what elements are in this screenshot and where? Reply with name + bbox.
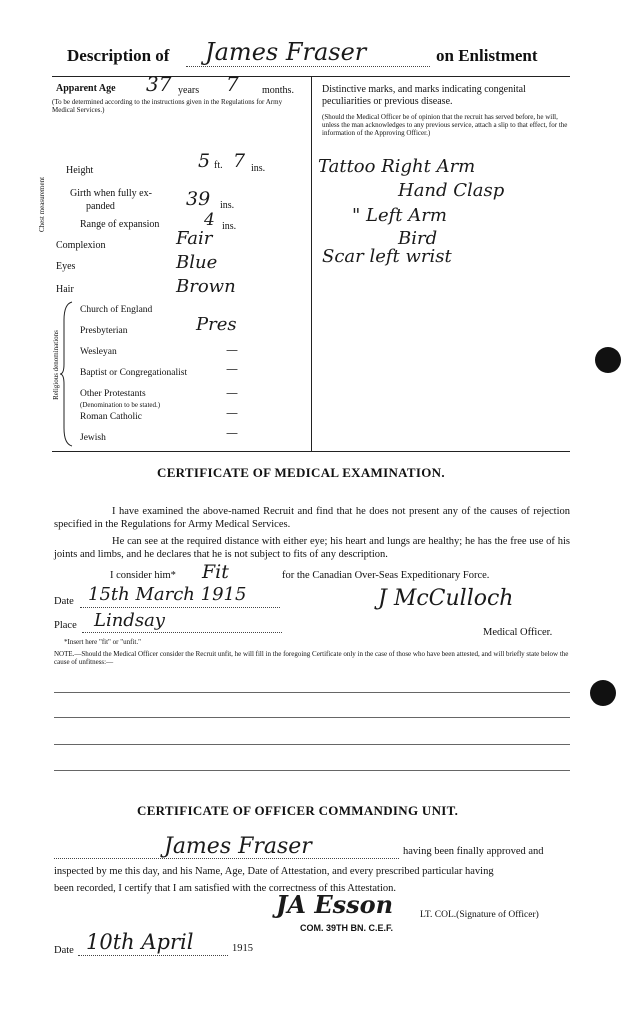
- officer-signature: JA Esson: [276, 890, 394, 919]
- date-label: Date: [54, 596, 74, 607]
- eyes-label: Eyes: [56, 261, 76, 272]
- officer-date-value: 10th April: [86, 930, 194, 954]
- age-years: 37: [146, 72, 172, 96]
- fit-footnote: *Insert here "fit" or "unfit.": [64, 638, 141, 646]
- medical-para-2: He can see at the required distance with either eye; his heart and lungs are healthy; he has the free use of his joints and limbs, and he declares that he is not subject to fits of any description.: [54, 536, 570, 560]
- recruit-name: James Fraser: [205, 38, 367, 66]
- complexion-label: Complexion: [56, 240, 106, 251]
- years-label: years: [178, 85, 200, 96]
- officer-text-2: inspected by me this day, and his Name, Age, Date of Attestation, and every prescribed particular having: [54, 866, 494, 877]
- religion-mark-5: —: [226, 406, 238, 420]
- chest-group-label: Chest measurement: [38, 176, 46, 232]
- ft-label: ft.: [214, 160, 223, 171]
- officer-text-1: having been finally approved and: [403, 846, 544, 857]
- medical-officer-label: Medical Officer.: [483, 627, 553, 638]
- religion-label-6: Jewish: [80, 433, 106, 443]
- mark-line-3: Bird: [398, 228, 438, 249]
- date-line: [80, 607, 280, 608]
- height-ft: 5: [198, 150, 211, 172]
- other-protestants-note: (Denomination to be stated.): [80, 401, 161, 409]
- cause-line-2: [54, 717, 570, 718]
- religion-brace: [60, 300, 74, 448]
- religion-mark-2: —: [226, 343, 238, 357]
- marks-note: (Should the Medical Officer be of opinion that the recruit has served before, he will, unless the man acknowledges to any previous service, attach a slip to that effect, for the information of the Approving Officer.): [322, 113, 568, 137]
- title-prefix: Description of: [67, 46, 170, 65]
- mark-line-0: Tattoo Right Arm: [318, 156, 476, 177]
- range-unit: ins.: [222, 221, 237, 232]
- hair-label: Hair: [56, 284, 74, 295]
- religion-label-1: Presbyterian: [80, 326, 128, 336]
- ins-label: ins.: [251, 163, 266, 174]
- officer-date-label: Date: [54, 945, 74, 956]
- religion-mark-3: —: [226, 362, 238, 376]
- religion-label-2: Wesleyan: [80, 347, 117, 357]
- officer-rank-sig: LT. COL.(Signature of Officer): [420, 910, 539, 920]
- date-value: 15th March 1915: [88, 584, 247, 605]
- place-label: Place: [54, 620, 77, 631]
- girth-unit: ins.: [220, 200, 235, 211]
- religion-label-0: Church of England: [80, 305, 153, 315]
- medical-signature: J McCulloch: [378, 586, 514, 611]
- name-underline: [186, 66, 430, 67]
- religion-mark-1: Pres: [196, 314, 237, 335]
- consider-value: Fit: [202, 561, 229, 583]
- height-label: Height: [66, 165, 94, 176]
- age-note: (To be determined according to the instructions given in the Regulations for Army Medical Services.): [52, 98, 283, 114]
- religion-label-5: Roman Catholic: [80, 412, 143, 422]
- religion-group-label: Religious denominations: [52, 330, 60, 400]
- cause-line-4: [54, 770, 570, 771]
- medical-heading: CERTIFICATE OF MEDICAL EXAMINATION.: [157, 465, 445, 480]
- punch-hole-top: [595, 347, 621, 373]
- cause-line-1: [54, 692, 570, 693]
- officer-text-3: been recorded, I certify that I am satisfied with the correctness of this Attestation.: [54, 883, 397, 894]
- eyes-value: Blue: [176, 252, 218, 273]
- column-divider: [311, 76, 312, 451]
- mark-line-1: Hand Clasp: [398, 180, 505, 201]
- religion-mark-4: —: [226, 386, 238, 400]
- mark-line-4: Scar left wrist: [322, 246, 452, 267]
- complexion-value: Fair: [176, 228, 213, 249]
- months-label: months.: [262, 85, 294, 96]
- consider-suffix: for the Canadian Over-Seas Expeditionary Force.: [282, 570, 490, 581]
- range-value: 4: [204, 210, 215, 230]
- punch-hole-bottom: [590, 680, 616, 706]
- range-label: Range of expansion: [80, 219, 160, 230]
- girth-label-2: panded: [86, 201, 115, 212]
- place-line: [82, 632, 282, 633]
- religion-label-4: Other Protestants: [80, 389, 146, 399]
- girth-value: 39: [186, 188, 211, 210]
- height-ins: 7: [233, 150, 246, 172]
- officer-recruit-name: James Fraser: [164, 834, 312, 859]
- title-suffix: on Enlistment: [436, 46, 538, 65]
- officer-name-line: [54, 858, 399, 859]
- age-label: Apparent Age: [56, 83, 116, 94]
- officer-heading: CERTIFICATE OF OFFICER COMMANDING UNIT.: [137, 803, 459, 818]
- religion-mark-6: —: [226, 426, 238, 440]
- religion-label-3: Baptist or Congregationalist: [80, 368, 188, 378]
- cause-line-3: [54, 744, 570, 745]
- mark-line-2: " Left Arm: [352, 205, 447, 226]
- place-value: Lindsay: [94, 610, 165, 631]
- officer-stamp: COM. 39TH BN. C.E.F.: [300, 923, 394, 933]
- hair-value: Brown: [176, 276, 236, 297]
- officer-date-year: 1915: [232, 943, 253, 954]
- consider-prefix: I consider him*: [110, 570, 176, 581]
- marks-heading: Distinctive marks, and marks indicating congenital peculiarities or previous disease.: [322, 84, 526, 107]
- girth-label-1: Girth when fully ex-: [70, 188, 152, 199]
- medical-para-1: I have examined the above-named Recruit and find that he does not present any of the causes of rejection specified in the Regulations for Army Medical Services.: [54, 506, 570, 530]
- frame-bottom: [52, 451, 570, 452]
- unfit-note: NOTE.—Should the Medical Officer consider the Recruit unfit, he will fill in the foregoing Certificate only in the case of those who have been attested, and will briefly state below the cause of unfitness:—: [54, 650, 569, 666]
- age-months: 7: [226, 72, 239, 96]
- officer-date-line: [78, 955, 228, 956]
